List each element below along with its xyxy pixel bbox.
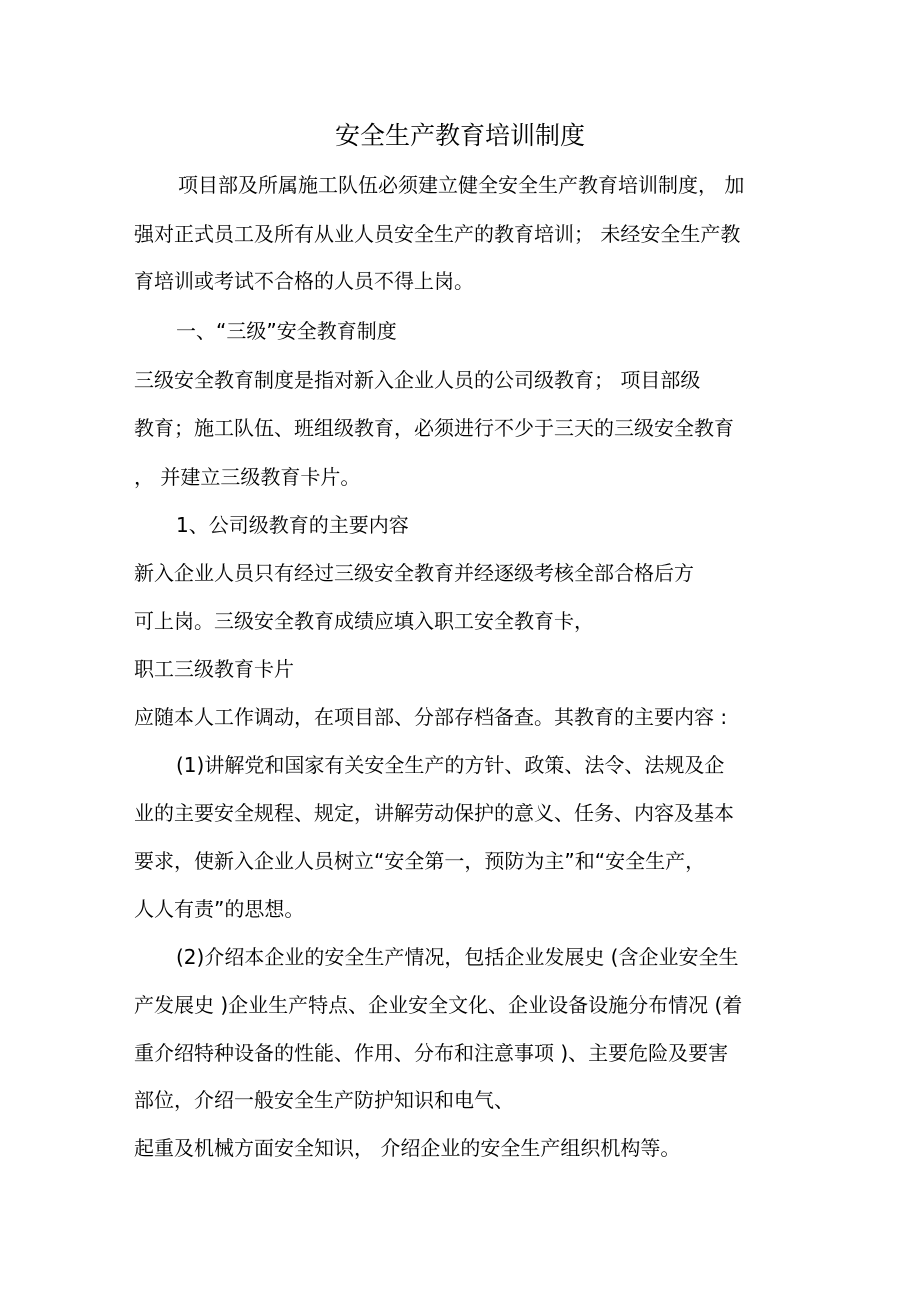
paragraph-line: 部位，介绍一般安全生产防护知识和电气、 <box>134 1088 514 1112</box>
paragraph-line: (2)介绍本企业的安全生产情况，包括企业发展史 (含企业安全生 <box>176 945 739 969</box>
paragraph-line: 重介绍特种设备的性能、作用、分布和注意事项 )、主要危险及要害 <box>134 1041 729 1065</box>
paragraph-line: 职工三级教育卡片 <box>134 657 294 681</box>
paragraph-line: 新入企业人员只有经过三级安全教育并经逐级考核全部合格后方 <box>134 561 694 585</box>
paragraph-line: 可上岗。三级安全教育成绩应填入职工安全教育卡， <box>134 609 594 633</box>
document-title: 安全生产教育培训制度 <box>334 121 585 150</box>
paragraph-line: 业的主要安全规程、规定，讲解劳动保护的意义、任务、内容及基本 <box>134 801 734 825</box>
paragraph-line: 应随本人工作调动，在项目部、分部存档备查。其教育的主要内容 : <box>134 705 728 729</box>
paragraph-line: 产发展史 )企业生产特点、企业安全文化、企业设备设施分布情况 (着 <box>134 993 743 1017</box>
paragraph-line: 人人有责”的思想。 <box>134 897 305 921</box>
paragraph-line: 三级安全教育制度是指对新入企业人员的公司级教育； 项目部级 <box>134 368 701 392</box>
paragraph-line: 育培训或考试不合格的人员不得上岗。 <box>134 269 474 293</box>
subsection-heading: 1、公司级教育的主要内容 <box>176 513 409 537</box>
paragraph-line: 强对正式员工及所有从业人员安全生产的教育培训； 未经安全生产教 <box>134 222 741 246</box>
section-heading: 一、“三级”安全教育制度 <box>176 319 397 343</box>
paragraph-line: (1)讲解党和国家有关安全生产的方针、政策、法令、法规及企 <box>176 753 725 777</box>
paragraph-line: ， 并建立三级教育卡片。 <box>134 465 361 489</box>
paragraph-line: 教育；施工队伍、班组级教育，必须进行不少于三天的三级安全教育 <box>134 416 734 440</box>
paragraph-line: 起重及机械方面安全知识， 介绍企业的安全生产组织机构等。 <box>134 1136 681 1160</box>
paragraph-line: 项目部及所属施工队伍必须建立健全安全生产教育培训制度， 加 <box>178 173 745 197</box>
paragraph-line: 要求，使新入企业人员树立“安全第一，预防为主”和“安全生产， <box>134 849 706 873</box>
